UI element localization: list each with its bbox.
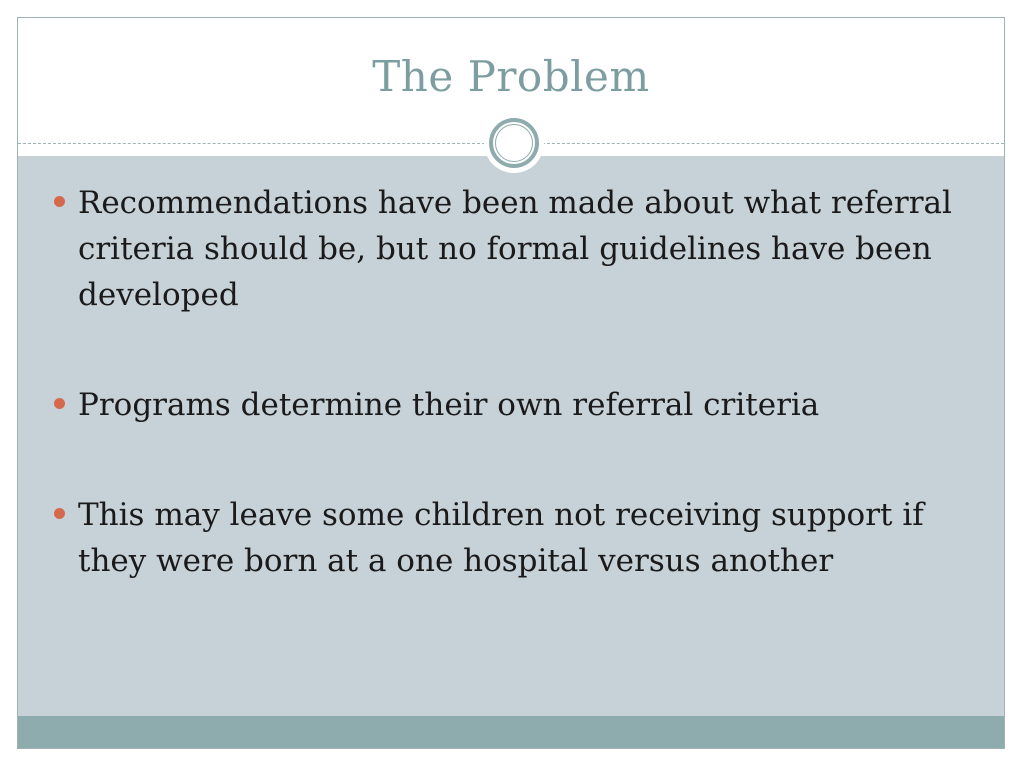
bullet-item [54, 492, 954, 584]
slide [17, 17, 1005, 749]
bullet-dot-icon [54, 196, 65, 207]
bullet-text: Programs determine their own referral criteria [78, 387, 820, 423]
bullet-text: Recommendations have been made about what referral criteria should be, but no formal guidelines have been developed [78, 185, 952, 313]
slide-title: The Problem [372, 52, 650, 101]
bullet-text: This may leave some children not receiving support if they were born at a one hospital versus another [78, 497, 924, 579]
bullet-item [54, 382, 954, 428]
bullet-list [54, 180, 954, 648]
circle-ornament-inner-ring [495, 124, 533, 162]
bullet-item [54, 180, 954, 318]
footer-band [18, 716, 1004, 749]
bullet-dot-icon [54, 398, 65, 409]
bullet-dot-icon [54, 508, 65, 519]
